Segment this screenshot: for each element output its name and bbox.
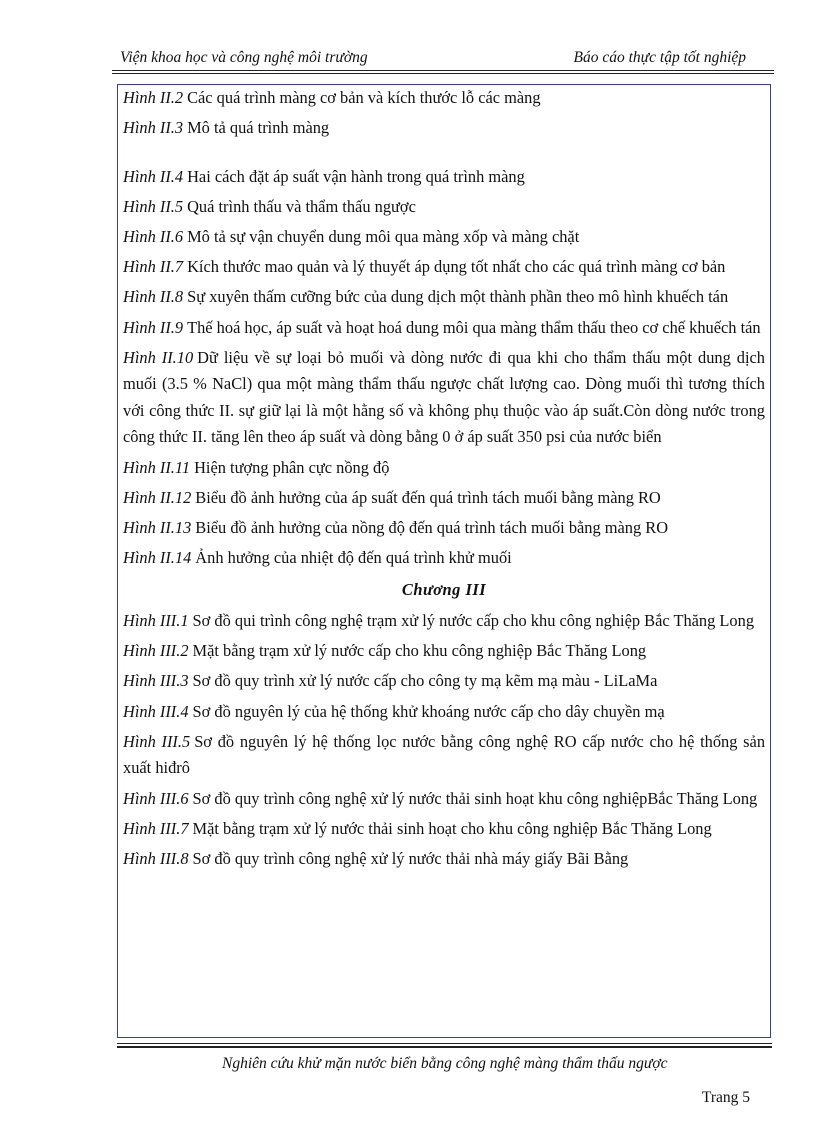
figure-entry [123, 254, 765, 281]
figure-caption: Mô tả quá trình màng [187, 118, 330, 138]
figure-caption: Mặt bằng trạm xử lý nước cấp cho khu công nghiệp Bắc Thăng Long [192, 641, 647, 661]
figure-number: Hình II.3 [123, 118, 184, 138]
figure-entry [123, 85, 765, 112]
figure-number: Hình II.12 [123, 487, 192, 507]
header-report-type: Báo cáo thực tập tốt nghiệp [573, 49, 746, 66]
figure-number: Hình III.7 [123, 818, 189, 838]
figure-entry [123, 668, 765, 695]
figure-caption: Sơ đồ quy trình công nghệ xử lý nước thải nhà máy giấy Bãi Bằng [192, 848, 629, 868]
figure-entry [123, 699, 765, 726]
figure-entry [123, 284, 765, 311]
figure-caption: Kích thước mao quản và lý thuyết áp dụng tốt nhất cho các quá trình màng cơ bản [187, 257, 726, 277]
figure-caption: Sơ đồ nguyên lý hệ thống lọc nước bằng công nghệ RO cấp nước cho hệ thống sản xuất hiđrô [123, 731, 766, 778]
figure-caption: Sơ đồ quy trình công nghệ xử lý nước thải sinh hoạt khu công nghiệpBắc Thăng Long [192, 788, 758, 808]
figure-caption: Ảnh hưởng của nhiệt độ đến quá trình khử muối [195, 548, 512, 568]
footer-thesis-title: Nghiên cứu khử mặn nước biển bằng công nghệ màng thẩm thấu ngược [222, 1055, 668, 1072]
figure-entry [123, 194, 765, 221]
figure-caption: Mặt bằng trạm xử lý nước thải sinh hoạt cho khu công nghiệp Bắc Thăng Long [192, 818, 712, 838]
figure-caption: Biểu đồ ảnh hưởng của nồng độ đến quá trình tách muối bằng màng RO [195, 517, 669, 537]
footer-rule-thick [117, 1046, 772, 1048]
figure-number: Hình II.7 [123, 257, 184, 277]
figure-group-chapter-3 [123, 608, 765, 872]
figure-number: Hình III.4 [123, 701, 189, 721]
figure-entry [123, 224, 765, 251]
figure-entry [123, 164, 765, 191]
figure-number: Hình II.6 [123, 227, 184, 247]
figure-number: Hình II.13 [123, 517, 192, 537]
figure-number: Hình II.5 [123, 196, 184, 216]
page-number: Trang 5 [701, 1089, 750, 1106]
figure-entry [123, 455, 765, 482]
figure-caption: Dữ liệu về sự loại bỏ muối và dòng nước đi qua khi cho thẩm thấu một dung dịch muối (3.5 % NaCl) qua một màng thẩm thấu ngược chất lượng cao. Dòng muối thì tương thích với công thức II. sự giữ lại là một hằng số và không phụ thuộc vào áp suất.Còn dòng nước trong công thức II. tăng lên theo áp suất và dòng bằng 0 ở áp suất 350 psi của nước biển [123, 347, 765, 447]
header-institute: Viện khoa học và công nghệ môi trường [120, 49, 368, 66]
chapter-heading: Chương III [401, 579, 487, 599]
figure-caption: Các quá trình màng cơ bản và kích thước lỗ các màng [187, 88, 541, 107]
figure-entry [123, 729, 765, 782]
figure-caption: Sơ đồ qui trình công nghệ trạm xử lý nước cấp cho khu công nghiệp Bắc Thăng Long [192, 611, 755, 631]
figure-number: Hình III.1 [123, 611, 189, 631]
figure-caption: Sơ đồ quy trình xử lý nước cấp cho công ty mạ kẽm mạ màu - LiLaMa [192, 671, 658, 691]
figure-number: Hình II.2 [123, 88, 184, 107]
figure-caption: Quá trình thấu và thẩm thấu ngược [187, 196, 416, 216]
figure-group-chapter-2b [123, 164, 765, 572]
figure-entry [123, 545, 765, 572]
figure-caption: Sự xuyên thấm cưỡng bức của dung dịch một thành phần theo mô hình khuếch tán [187, 287, 729, 307]
figure-number: Hình II.14 [123, 548, 192, 568]
figure-number: Hình III.5 [123, 731, 191, 751]
figure-number: Hình III.3 [123, 671, 189, 691]
figure-entry [123, 115, 765, 142]
figure-caption: Sơ đồ nguyên lý của hệ thống khử khoáng nước cấp cho dây chuyền mạ [192, 701, 665, 721]
figure-number: Hình II.8 [123, 287, 184, 307]
figure-entry [123, 816, 765, 843]
figure-caption: Thế hoá học, áp suất và hoạt hoá dung môi qua màng thẩm thấu theo cơ chế khuếch tán [187, 317, 761, 337]
figure-entry [123, 485, 765, 512]
figure-number: Hình II.4 [123, 166, 184, 186]
header-rule [112, 70, 774, 71]
figure-number: Hình II.9 [123, 317, 184, 337]
figure-entry [123, 345, 765, 451]
figure-entry [123, 846, 765, 873]
footer-rule-thin [117, 1043, 772, 1044]
figure-number: Hình II.11 [123, 457, 191, 477]
figure-number: Hình III.8 [123, 848, 189, 868]
figure-number: Hình III.2 [123, 641, 189, 661]
figure-caption: Hai cách đặt áp suất vận hành trong quá trình màng [187, 166, 525, 186]
figure-entry [123, 638, 765, 665]
figure-list [123, 85, 765, 876]
figure-entry [123, 315, 765, 342]
figure-caption: Mô tả sự vận chuyển dung môi qua màng xốp và màng chặt [187, 227, 580, 247]
header-rule-inner [112, 73, 774, 74]
figure-entry [123, 608, 765, 635]
figure-entry [123, 515, 765, 542]
figure-caption: Biểu đồ ảnh hưởng của áp suất đến quá trình tách muối bằng màng RO [195, 487, 661, 507]
figure-group-chapter-2a [123, 85, 765, 142]
figure-caption: Hiện tượng phân cực nồng độ [194, 457, 390, 477]
figure-entry [123, 786, 765, 813]
figure-number: Hình II.10 [123, 347, 194, 367]
figure-number: Hình III.6 [123, 788, 189, 808]
